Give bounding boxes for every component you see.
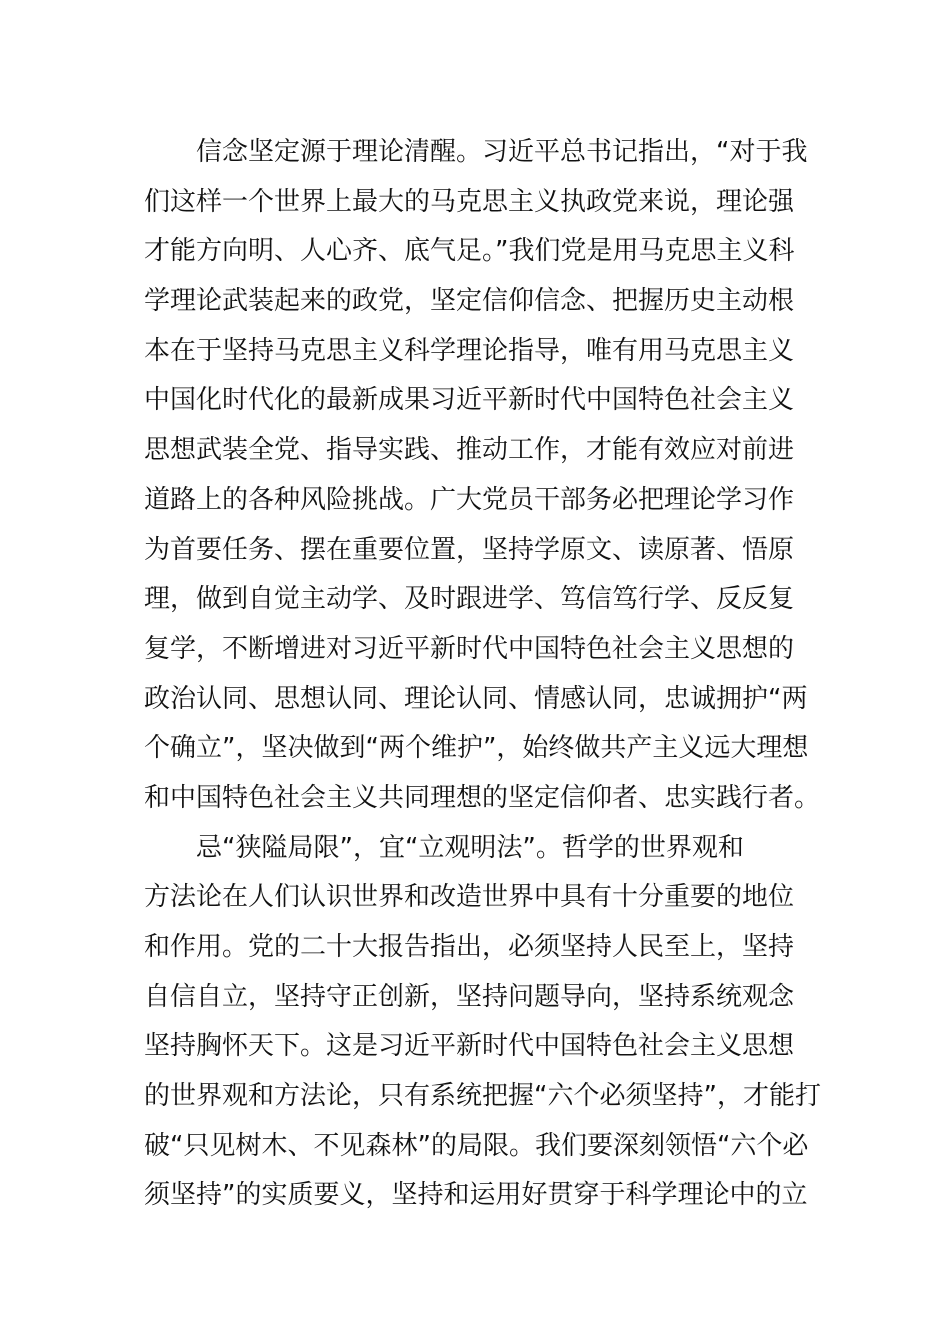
text-line: 自信自立，坚持守正创新，坚持问题导向，坚持系统观念 (144, 981, 795, 1012)
text-line: 须坚持”的实质要义，坚持和运用好贯穿于科学理论中的立 (144, 1180, 808, 1211)
text-line: 的世界观和方法论，只有系统把握“六个必须坚持”，才能打 (144, 1081, 821, 1112)
text-line: 和作用。党的二十大报告指出，必须坚持人民至上，坚持 (144, 932, 795, 962)
body-text (144, 128, 821, 1221)
text-line: 信念坚定源于理论清醒。习近平总书记指出，“对于我 (196, 137, 808, 167)
text-line: 破“只见树木、不见森林”的局限。我们要深刻领悟“六个必 (144, 1130, 809, 1161)
text-line: 理，做到自觉主动学、及时跟进学、笃信笃行学、反反复 (144, 584, 795, 615)
text-line: 个确立”，坚决做到“两个维护”，始终做共产主义远大理想 (144, 733, 809, 764)
paragraph-worldview-methodology (144, 824, 821, 1222)
text-line: 和中国特色社会主义共同理想的坚定信仰者、忠实践行者。 (144, 782, 821, 813)
text-line: 政治认同、思想认同、理论认同、情感认同，忠诚拥护“两 (144, 683, 808, 714)
paragraph-theory-awareness (144, 128, 821, 824)
text-line: 才能方向明、人心齐、底气足。”我们党是用马克思主义科 (144, 236, 795, 267)
text-line: 忌“狭隘局限”，宜“立观明法”。哲学的世界观和 (196, 832, 744, 863)
text-line: 复学，不断增进对习近平新时代中国特色社会主义思想的 (144, 633, 795, 664)
text-line: 本在于坚持马克思主义科学理论指导，唯有用马克思主义 (144, 335, 795, 366)
text-line: 坚持胸怀天下。这是习近平新时代中国特色社会主义思想 (144, 1031, 795, 1062)
text-line: 方法论在人们认识世界和改造世界中具有十分重要的地位 (144, 882, 795, 913)
text-line: 们这样一个世界上最大的马克思主义执政党来说，理论强 (144, 186, 795, 217)
text-line: 思想武装全党、指导实践、推动工作，才能有效应对前进 (144, 435, 795, 466)
text-line: 中国化时代化的最新成果习近平新时代中国特色社会主义 (144, 385, 795, 416)
text-line: 为首要任务、摆在重要位置，坚持学原文、读原著、悟原 (144, 534, 795, 565)
text-line: 道路上的各种风险挑战。广大党员干部务必把理论学习作 (144, 484, 795, 515)
text-line: 学理论武装起来的政党，坚定信仰信念、把握历史主动根 (144, 286, 795, 317)
